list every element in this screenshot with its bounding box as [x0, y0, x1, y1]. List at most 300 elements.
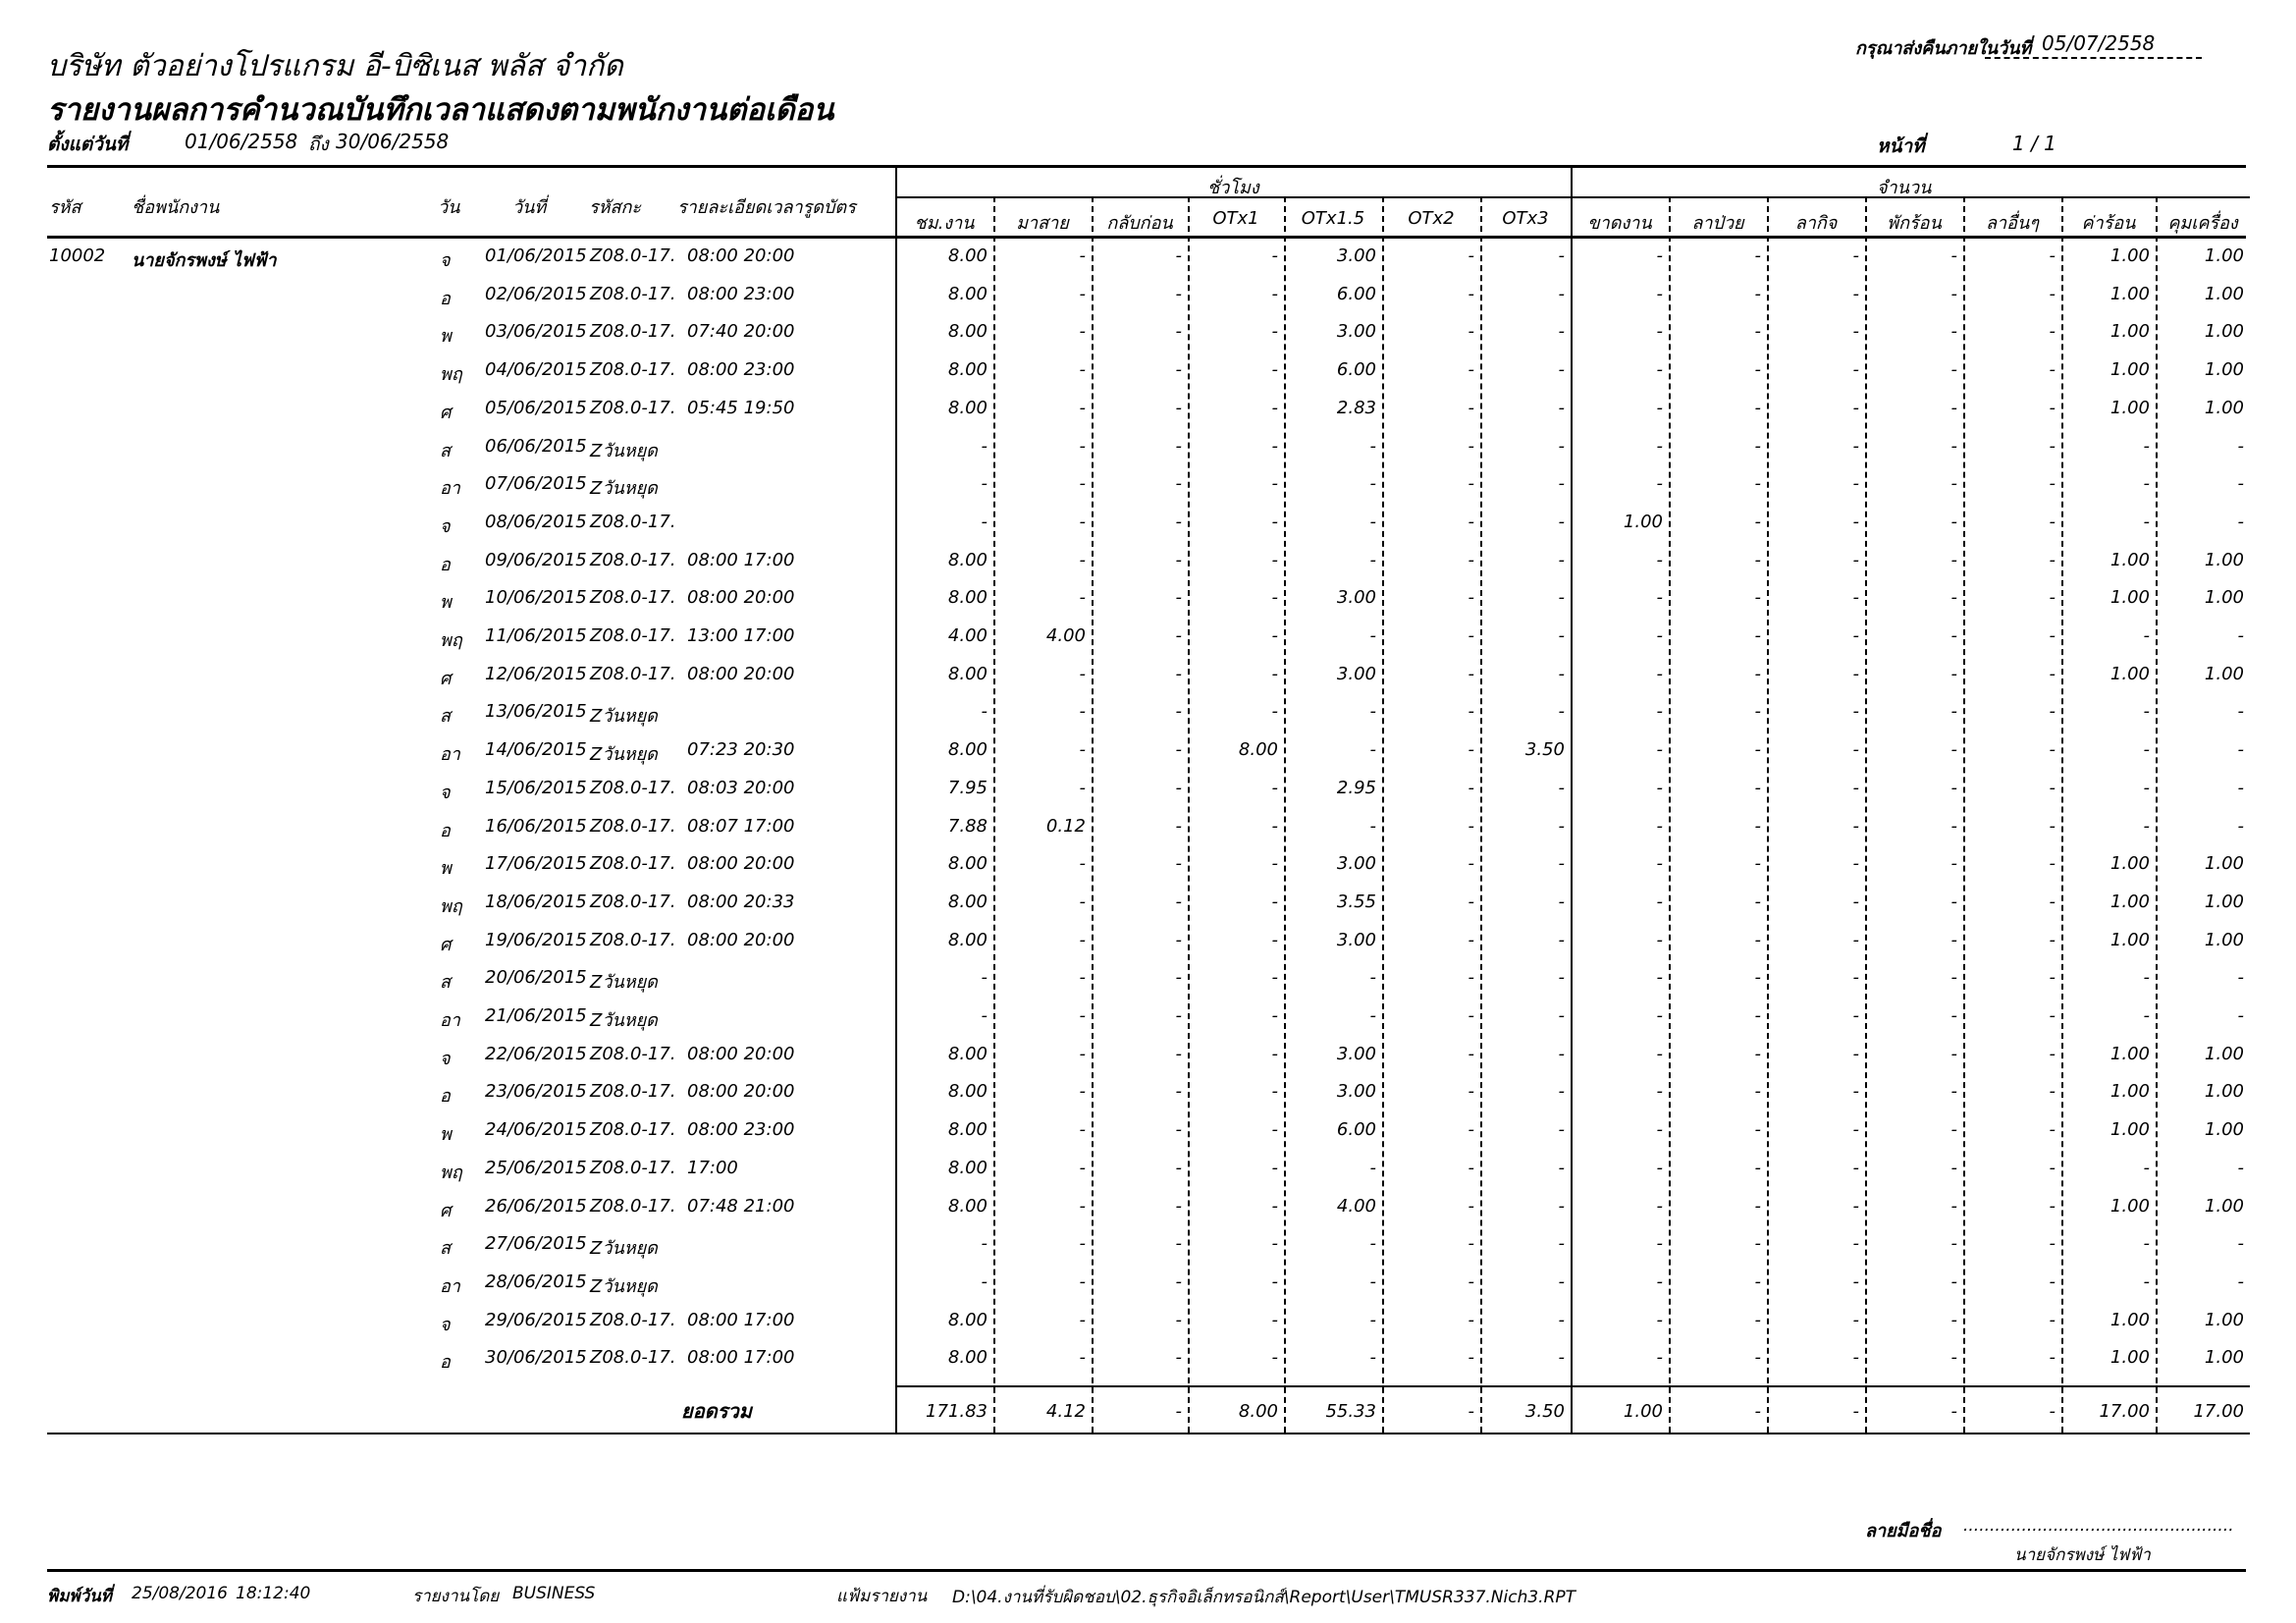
row-value: 1.00	[2204, 587, 2244, 608]
row-value: 1.00	[2109, 892, 2150, 912]
signature-label: ลายมือชื่อ	[1865, 1521, 1942, 1542]
row-value: -	[2049, 321, 2056, 342]
row-value: -	[1558, 1347, 1565, 1368]
row-shift: Z08.0-17.	[590, 398, 676, 418]
row-value: -	[1950, 1233, 1957, 1254]
col-counts-4: ลาอื่นๆ	[1986, 213, 2039, 234]
row-value: -	[1175, 512, 1182, 532]
row-value: -	[2049, 892, 2056, 912]
row-value: -	[1079, 587, 1086, 608]
row-value: -	[1271, 1271, 1278, 1292]
row-value: 1.00	[2204, 1081, 2244, 1102]
row-value: -	[1079, 245, 1086, 266]
row-value: 1.00	[2109, 853, 2150, 874]
row-value: -	[1950, 359, 1957, 380]
row-value: -	[1079, 1119, 1086, 1140]
row-value: -	[1558, 1119, 1565, 1140]
row-value: -	[2049, 1310, 2056, 1330]
row-punch-detail: 08:00 20:00	[687, 930, 795, 950]
row-value: -	[981, 967, 988, 988]
row-value: -	[1175, 473, 1182, 494]
row-value: 1.00	[2204, 1119, 2244, 1140]
row-value: -	[2143, 1233, 2150, 1254]
row-value: -	[2237, 473, 2244, 494]
row-shift: Zวันหยุด	[590, 744, 658, 765]
row-value: -	[1754, 1271, 1761, 1292]
row-value: -	[1852, 664, 1859, 684]
row-value: -	[1175, 1005, 1182, 1026]
row-day: จ	[440, 1315, 451, 1335]
row-shift: Z08.0-17.	[590, 778, 676, 798]
row-value: -	[2237, 739, 2244, 760]
row-date: 25/06/2015	[485, 1158, 587, 1178]
row-value: -	[1656, 1119, 1663, 1140]
row-date: 02/06/2015	[485, 284, 587, 304]
row-value: -	[1754, 930, 1761, 950]
row-day: อ	[440, 555, 451, 575]
row-value: -	[1754, 967, 1761, 988]
row-value: -	[2237, 1233, 2244, 1254]
row-value: -	[1468, 892, 1474, 912]
row-value: 1.00	[2109, 359, 2150, 380]
row-value: -	[1754, 512, 1761, 532]
row-shift: Z08.0-17.	[590, 892, 676, 912]
total-value: -	[1852, 1401, 1859, 1422]
row-date: 09/06/2015	[485, 550, 587, 570]
row-value: -	[2143, 701, 2150, 722]
row-shift: Z08.0-17.	[590, 245, 676, 266]
col-counts-6: คุมเครื่อง	[2167, 213, 2238, 234]
row-day: ส	[440, 972, 451, 993]
row-value: 8.00	[947, 245, 988, 266]
row-value: -	[1754, 739, 1761, 760]
row-value: -	[2237, 1271, 2244, 1292]
row-value: -	[1754, 284, 1761, 304]
row-punch-detail: 07:23 20:30	[687, 739, 795, 760]
row-value: -	[1079, 1233, 1086, 1254]
row-value: -	[1656, 321, 1663, 342]
row-shift: Zวันหยุด	[590, 1276, 658, 1297]
row-value: 1.00	[2204, 550, 2244, 570]
row-value: -	[1950, 892, 1957, 912]
row-value: -	[1852, 284, 1859, 304]
total-value: 17.00	[2099, 1401, 2150, 1422]
row-value: -	[1271, 892, 1278, 912]
row-day: อา	[440, 1276, 460, 1297]
row-value: -	[2049, 778, 2056, 798]
row-value: -	[1656, 359, 1663, 380]
row-value: -	[2049, 701, 2056, 722]
row-value: -	[1369, 1347, 1376, 1368]
employee-code: 10002	[49, 245, 106, 266]
row-value: -	[1558, 398, 1565, 418]
hours-group-header: ชั่วโมง	[1207, 178, 1259, 198]
report-by: BUSINESS	[512, 1584, 596, 1603]
row-value: 3.00	[1336, 930, 1376, 950]
row-value: -	[1175, 1310, 1182, 1330]
row-shift: Zวันหยุด	[590, 972, 658, 993]
row-value: -	[1271, 853, 1278, 874]
print-date: 25/08/2016	[132, 1584, 228, 1603]
row-value: -	[1175, 1196, 1182, 1217]
row-value: -	[2143, 473, 2150, 494]
row-value: -	[1656, 930, 1663, 950]
row-value: -	[1271, 398, 1278, 418]
row-punch-detail: 08:00 17:00	[687, 550, 795, 570]
row-value: -	[1271, 512, 1278, 532]
row-day: จ	[440, 516, 451, 537]
row-punch-detail: 07:48 21:00	[687, 1196, 795, 1217]
row-punch-detail: 08:00 20:00	[687, 1081, 795, 1102]
row-value: -	[1271, 967, 1278, 988]
row-value: -	[1950, 1310, 1957, 1330]
row-punch-detail: 08:00 20:00	[687, 853, 795, 874]
row-value: -	[1468, 512, 1474, 532]
row-value: 3.55	[1336, 892, 1376, 912]
row-punch-detail: 17:00	[687, 1158, 738, 1178]
col-name: ชื่อพนักงาน	[132, 197, 220, 218]
totals-label: ยอดรวม	[681, 1399, 752, 1423]
row-value: -	[1271, 1044, 1278, 1064]
row-value: -	[1950, 436, 1957, 457]
row-value: -	[1754, 436, 1761, 457]
row-value: -	[1175, 436, 1182, 457]
row-value: -	[1950, 1081, 1957, 1102]
row-value: -	[2049, 1158, 2056, 1178]
row-value: -	[981, 701, 988, 722]
row-value: 0.12	[1045, 816, 1086, 837]
row-value: -	[1950, 739, 1957, 760]
row-value: 1.00	[2204, 664, 2244, 684]
row-value: -	[1656, 550, 1663, 570]
row-day: พ	[440, 858, 452, 879]
row-value: -	[2049, 1119, 2056, 1140]
col-hours-4: OTx1.5	[1301, 208, 1365, 229]
row-value: -	[1852, 1158, 1859, 1178]
row-day: ศ	[440, 1201, 452, 1221]
row-value: -	[1852, 1196, 1859, 1217]
row-value: -	[1271, 587, 1278, 608]
row-value: -	[1558, 512, 1565, 532]
row-value: -	[1175, 967, 1182, 988]
row-value: 8.00	[947, 359, 988, 380]
row-value: 8.00	[947, 1119, 988, 1140]
row-value: -	[1468, 359, 1474, 380]
row-value: -	[1754, 245, 1761, 266]
row-value: -	[1271, 778, 1278, 798]
row-value: -	[1558, 1158, 1565, 1178]
row-shift: Z08.0-17.	[590, 930, 676, 950]
row-shift: Z08.0-17.	[590, 1310, 676, 1330]
row-value: -	[1468, 1233, 1474, 1254]
row-value: 3.00	[1336, 853, 1376, 874]
row-value: 3.00	[1336, 664, 1376, 684]
row-value: -	[1079, 550, 1086, 570]
row-day: อา	[440, 744, 460, 765]
row-value: -	[1468, 1005, 1474, 1026]
row-date: 13/06/2015	[485, 701, 587, 722]
row-value: -	[1175, 1233, 1182, 1254]
row-punch-detail: 05:45 19:50	[687, 398, 795, 418]
row-value: -	[2237, 778, 2244, 798]
row-value: 3.00	[1336, 1044, 1376, 1064]
row-value: -	[1852, 778, 1859, 798]
row-value: 8.00	[947, 284, 988, 304]
row-date: 21/06/2015	[485, 1005, 587, 1026]
row-value: -	[981, 1271, 988, 1292]
total-value: 171.83	[926, 1401, 988, 1422]
row-value: -	[1468, 967, 1474, 988]
row-date: 15/06/2015	[485, 778, 587, 798]
row-value: -	[2143, 436, 2150, 457]
row-value: -	[1656, 1233, 1663, 1254]
row-value: -	[1754, 359, 1761, 380]
row-punch-detail: 08:03 20:00	[687, 778, 795, 798]
row-value: 8.00	[947, 1196, 988, 1217]
row-value: -	[1754, 1233, 1761, 1254]
row-value: -	[1852, 398, 1859, 418]
row-day: พฤ	[440, 1163, 462, 1183]
row-value: -	[1175, 739, 1182, 760]
row-value: 4.00	[1045, 625, 1086, 646]
row-value: -	[1558, 930, 1565, 950]
row-value: -	[1468, 245, 1474, 266]
row-value: 7.95	[947, 778, 988, 798]
row-date: 27/06/2015	[485, 1233, 587, 1254]
row-punch-detail: 08:00 20:33	[687, 892, 795, 912]
row-value: -	[1950, 930, 1957, 950]
row-value: -	[1656, 1196, 1663, 1217]
row-value: -	[1950, 816, 1957, 837]
row-value: -	[1271, 550, 1278, 570]
row-value: 1.00	[2109, 1196, 2150, 1217]
row-value: 1.00	[2109, 1347, 2150, 1368]
row-value: -	[2049, 1347, 2056, 1368]
row-value: -	[1754, 473, 1761, 494]
total-value: 17.00	[2193, 1401, 2244, 1422]
row-value: -	[1754, 550, 1761, 570]
row-value: 4.00	[1336, 1196, 1376, 1217]
row-value: -	[1079, 1347, 1086, 1368]
row-value: 6.00	[1336, 359, 1376, 380]
row-value: -	[1079, 1310, 1086, 1330]
row-shift: Z08.0-17.	[590, 853, 676, 874]
row-value: -	[2237, 1005, 2244, 1026]
row-value: -	[1175, 701, 1182, 722]
row-value: -	[1175, 359, 1182, 380]
row-shift: Z08.0-17.	[590, 664, 676, 684]
row-value: 8.00	[947, 1347, 988, 1368]
row-value: 3.00	[1336, 245, 1376, 266]
row-shift: Zวันหยุด	[590, 478, 658, 499]
row-value: -	[1175, 1271, 1182, 1292]
total-value: 3.50	[1524, 1401, 1565, 1422]
row-value: -	[1468, 1158, 1474, 1178]
row-value: -	[1950, 1005, 1957, 1026]
row-value: 8.00	[947, 930, 988, 950]
row-value: -	[1950, 853, 1957, 874]
row-punch-detail: 08:00 17:00	[687, 1310, 795, 1330]
col-hours-5: OTx2	[1408, 208, 1455, 229]
row-value: -	[1754, 398, 1761, 418]
row-date: 18/06/2015	[485, 892, 587, 912]
row-value: -	[1369, 739, 1376, 760]
row-value: -	[981, 473, 988, 494]
col-day: วัน	[438, 197, 460, 218]
row-value: 8.00	[947, 587, 988, 608]
report-title: รายงานผลการคำนวณบันทึกเวลาแสดงตามพนักงานต่อเดือน	[47, 92, 834, 128]
row-value: -	[1852, 359, 1859, 380]
row-value: -	[1852, 473, 1859, 494]
row-value: -	[1950, 967, 1957, 988]
row-value: 4.00	[947, 625, 988, 646]
row-shift: Zวันหยุด	[590, 706, 658, 727]
row-value: -	[1175, 550, 1182, 570]
col-hours-1: มาสาย	[1016, 213, 1069, 234]
row-date: 14/06/2015	[485, 739, 587, 760]
row-value: 1.00	[2109, 398, 2150, 418]
row-punch-detail: 08:00 23:00	[687, 359, 795, 380]
row-value: -	[1656, 473, 1663, 494]
row-day: อา	[440, 478, 460, 499]
row-value: -	[1656, 436, 1663, 457]
row-value: -	[1558, 1081, 1565, 1102]
row-value: -	[2049, 1233, 2056, 1254]
row-value: -	[1656, 284, 1663, 304]
row-value: -	[2049, 853, 2056, 874]
row-value: -	[1852, 625, 1859, 646]
row-value: 1.00	[2109, 245, 2150, 266]
row-value: -	[1369, 1271, 1376, 1292]
total-value: 4.12	[1045, 1401, 1086, 1422]
row-value: 2.83	[1336, 398, 1376, 418]
row-value: 8.00	[947, 550, 988, 570]
row-value: -	[1079, 1005, 1086, 1026]
row-punch-detail: 13:00 17:00	[687, 625, 795, 646]
row-value: -	[1950, 625, 1957, 646]
row-value: -	[1369, 473, 1376, 494]
row-value: 1.00	[2109, 1081, 2150, 1102]
row-value: 8.00	[947, 739, 988, 760]
row-value: -	[1558, 853, 1565, 874]
row-value: -	[1468, 625, 1474, 646]
row-value: -	[1656, 1044, 1663, 1064]
row-value: -	[1175, 664, 1182, 684]
row-value: -	[1468, 284, 1474, 304]
row-punch-detail: 07:40 20:00	[687, 321, 795, 342]
row-value: -	[1079, 1044, 1086, 1064]
row-value: -	[1754, 1081, 1761, 1102]
row-value: -	[1656, 892, 1663, 912]
row-value: -	[1558, 473, 1565, 494]
row-day: อ	[440, 821, 451, 841]
row-value: -	[1468, 739, 1474, 760]
row-value: 1.00	[2109, 284, 2150, 304]
row-shift: Zวันหยุด	[590, 441, 658, 461]
col-code: รหัส	[49, 197, 81, 218]
row-day: พฤ	[440, 630, 462, 651]
row-date: 24/06/2015	[485, 1119, 587, 1140]
row-value: -	[1079, 739, 1086, 760]
row-value: 1.00	[2204, 892, 2244, 912]
row-value: -	[1754, 1310, 1761, 1330]
row-value: -	[1656, 398, 1663, 418]
row-value: -	[1754, 816, 1761, 837]
row-value: -	[2143, 1158, 2150, 1178]
row-value: -	[1558, 816, 1565, 837]
row-value: -	[1468, 587, 1474, 608]
col-counts-2: ลากิจ	[1794, 213, 1838, 234]
row-value: -	[1558, 701, 1565, 722]
row-value: 6.00	[1336, 1119, 1376, 1140]
row-value: 1.00	[2109, 321, 2150, 342]
file-path: D:\04.งานที่รับผิดชอบ\02.ธุรกิจอิเล็กทรอนิกส์\Report\User\TMUSR337.Nich3.RPT	[952, 1588, 1576, 1607]
row-value: -	[1852, 321, 1859, 342]
row-date: 29/06/2015	[485, 1310, 587, 1330]
row-value: -	[1852, 1081, 1859, 1102]
row-value: -	[981, 1233, 988, 1254]
row-day: ส	[440, 1238, 451, 1259]
row-date: 26/06/2015	[485, 1196, 587, 1217]
row-date: 19/06/2015	[485, 930, 587, 950]
row-value: -	[1950, 1271, 1957, 1292]
row-value: -	[2237, 967, 2244, 988]
row-value: -	[1852, 512, 1859, 532]
row-value: -	[2049, 816, 2056, 837]
page-label: หน้าที่	[1877, 135, 1925, 157]
row-value: -	[2237, 512, 2244, 532]
row-value: -	[1950, 1158, 1957, 1178]
row-date: 10/06/2015	[485, 587, 587, 608]
row-punch-detail: 08:00 17:00	[687, 1347, 795, 1368]
row-value: -	[1271, 701, 1278, 722]
row-value: 8.00	[947, 1310, 988, 1330]
row-value: 1.00	[2204, 245, 2244, 266]
row-value: -	[1175, 778, 1182, 798]
row-value: -	[2049, 1005, 2056, 1026]
col-hours-0: ชม.งาน	[914, 213, 975, 234]
row-value: -	[2049, 284, 2056, 304]
row-value: -	[2049, 587, 2056, 608]
row-value: -	[1079, 853, 1086, 874]
row-day: พ	[440, 326, 452, 347]
row-value: -	[1271, 245, 1278, 266]
row-value: -	[1754, 853, 1761, 874]
row-value: -	[1468, 1310, 1474, 1330]
col-date: วันที่	[512, 197, 547, 218]
row-value: -	[1468, 1081, 1474, 1102]
row-value: -	[1950, 778, 1957, 798]
total-value: 8.00	[1238, 1401, 1278, 1422]
row-value: -	[1656, 1158, 1663, 1178]
row-value: -	[1175, 1081, 1182, 1102]
row-value: -	[1852, 1310, 1859, 1330]
row-value: -	[1468, 473, 1474, 494]
total-value: -	[1468, 1401, 1474, 1422]
row-value: -	[1950, 245, 1957, 266]
row-value: -	[1558, 245, 1565, 266]
row-value: 1.00	[2204, 1347, 2244, 1368]
row-value: -	[1754, 664, 1761, 684]
row-value: -	[1271, 321, 1278, 342]
row-shift: Z08.0-17.	[590, 1044, 676, 1064]
row-shift: Z08.0-17.	[590, 1196, 676, 1217]
row-value: -	[1271, 1119, 1278, 1140]
row-value: -	[1656, 1005, 1663, 1026]
row-value: -	[1558, 1310, 1565, 1330]
row-day: ศ	[440, 935, 452, 955]
row-value: -	[1468, 1196, 1474, 1217]
